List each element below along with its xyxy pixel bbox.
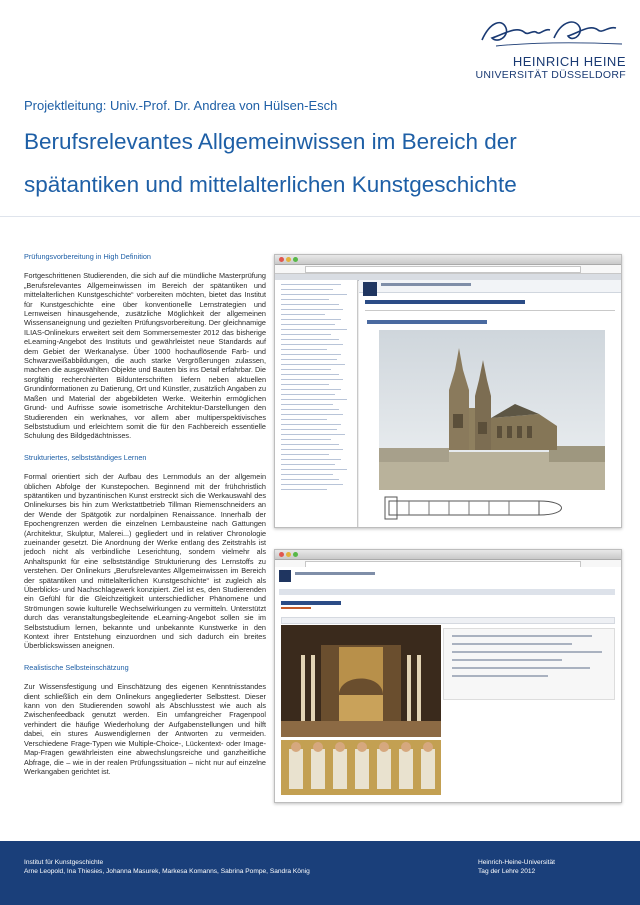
section-body: Zur Wissensfestigung und Einschätzung des eigenen Kenntnisstandes dient schließlich ein dem Onlinekurs angegliederter Selbsttest. Dieser kann von den Studierenden sowohl als Abschlusstest wie auch als Zwischenfeedback genutzt werden. Ein umfangreicher Fragenpool verhindert die häufige Wiederholung der Aufgabenstellungen und hilft dabei, ein stures Auswendiglernen der Antworten zu vermeiden. Verschiedene Frage-Typen wie Multiple-Choice-, Lückentext- oder Image-Map-Fragen gewährleisten eine abwechslungsreiche und ganzheitliche Abfrage, die – wie in der realen Prüfungssituation – nicht nur auf einzelne Werkangaben gerichtet ist. (24, 682, 266, 776)
footer-left (24, 858, 310, 876)
footer (0, 841, 640, 905)
title-line-2: spätantiken und mittelalterlichen Kunstgeschichte (24, 172, 517, 197)
logo-line-1: HEINRICH HEINE (512, 54, 626, 69)
footer-authors: Arne Leopold, Ina Thiesies, Johanna Masurek, Markesa Komanns, Sabrina Pompe, Sandra König (24, 868, 310, 875)
question-box (443, 628, 615, 700)
browser-urlbar (275, 265, 621, 274)
project-lead: Projektleitung: Univ.-Prof. Dr. Andrea von Hülsen-Esch (24, 98, 338, 113)
browser-titlebar (275, 255, 621, 265)
screenshot-course-page (274, 254, 622, 528)
text-column (24, 252, 266, 788)
logo-line-2: UNIVERSITÄT DÜSSELDORF (475, 69, 626, 81)
maximize-icon (293, 257, 298, 262)
poster-title (24, 120, 624, 206)
minimize-icon (286, 552, 291, 557)
footer-event: Tag der Lehre 2012 (478, 868, 536, 875)
screenshot-self-test (274, 549, 622, 803)
footer-university: Heinrich-Heine-Universität (478, 859, 555, 866)
cathedral-image (379, 330, 605, 490)
minimize-icon (286, 257, 291, 262)
university-logo (466, 14, 626, 81)
ilias-logo (363, 282, 377, 296)
section-heading: Prüfungsvorbereitung in High Definition (24, 252, 151, 261)
section-body: Formal orientiert sich der Aufbau des Lernmoduls an der allgemein üblichen Abfolge der Kunstepochen. Beginnend mit der frühchristlich spätantiken und byzantinischen Kunst erstreckt sich die Werkauswahl des Onlinekurses bis hin zum Werkstattbetrieb Tillman Riemenschneiders an der Wende der Spätgotik zur nordalpinen Renaissance. Innerhalb der Epochengrenzen werden die einzelnen Lernbausteine nach Gattungen (Architektur, Skulptur, Malerei...) gegliedert und in relativer Chronologie zueinander gesetzt. Die Anordnung der Werke entlang des Zeitstrahls ist jedoch nicht als verbindliche Leserichtung, sondern vielmehr als Anhaltspunkt für eine selbstständige Strukturierung des Lernstoffs zu verstehen. Der Onlinekurs „Berufsrelevantes Allgemeinwissen im Bereich der spätantiken und mittelalterlichen Kunstgeschichte“ ist zugleich als Überblicks- und Nachschlagewerk konzipiert. Ziel ist es, den Studierenden ein Gefühl für die Gleichzeitigkeit unterschiedlicher Phänomene und Strömungen sowie kulturelle Wechselwirkungen zu vermitteln. Unterstützt durch das veranstaltungsbegleitende eLearning-Angebot sollen sie im Selbststudium lernen, bekannte und unbekannte Kunstwerke in den Kontext ihrer Entstehung einzuordnen und sich dadurch ein breites Überblickswissen aneignen. (24, 472, 266, 651)
maximize-icon (293, 552, 298, 557)
course-tree (275, 280, 358, 527)
ilias-logo (279, 570, 291, 582)
close-icon (279, 552, 284, 557)
divider (0, 216, 640, 217)
close-icon (279, 257, 284, 262)
section-heading: Strukturiertes, selbstständiges Lernen (24, 452, 147, 462)
course-content (359, 280, 621, 527)
section-heading: Realistische Selbsteinschätzung (24, 662, 129, 672)
mosaic-image (281, 625, 441, 795)
footer-institute: Institut für Kunstgeschichte (24, 859, 104, 866)
floor-plan-image (379, 491, 579, 521)
browser-titlebar (275, 550, 621, 560)
footer-right (478, 858, 555, 876)
section-body: Fortgeschrittenen Studierenden, die sich auf die mündliche Masterprüfung „Berufsrelevantes Allgemeinwissen im Bereich der spätantiken und mittelalterlichen Kunstgeschichte“ vorbereiten möchten, bietet das Institut für Kunstgeschichte eine über konventionelle Lernstrategien und Lernweisen hinausgehende, zusätzliche Möglichkeit der allgemeinen Wissensaneignung und gezielten Prüfungsvorbereitung. Der gleichnamige ILIAS-Onlinekurs erweitert seit dem Sommersemester 2012 das bisherige eLearning-Angebot des Instituts und gewährleistet neue Standards auf dem Gebiet der Werkanalyse. Über 1000 hochauflösende Farb- und Schwarzweißabbildungen, die auch starke Vergrößerungen zulassen, machen die ausgewählten Objekte und Bauten bis ins Detail erfahrbar. Die sorgfältig recherchierten Bildunterschriften liefern neben aktuellen Grundinformationen zu Datierung, Ort und Künstler, zusätzlich Angaben zu Maßen und Material der abgebildeten Werke. Weiterhin ermöglichen Grund- und Aufrisse sowie isometrische Architektur-Darstellungen den Studierenden ein werknahes, vor allem aber multiperspektivisches Selbststudium und erleichtern somit die für den Fachbereich essentielle Schulung des Bildgedächtnisses. (24, 271, 266, 441)
signature-icon (476, 14, 626, 52)
title-line-1: Berufsrelevantes Allgemeinwissen im Bereich der (24, 129, 517, 154)
